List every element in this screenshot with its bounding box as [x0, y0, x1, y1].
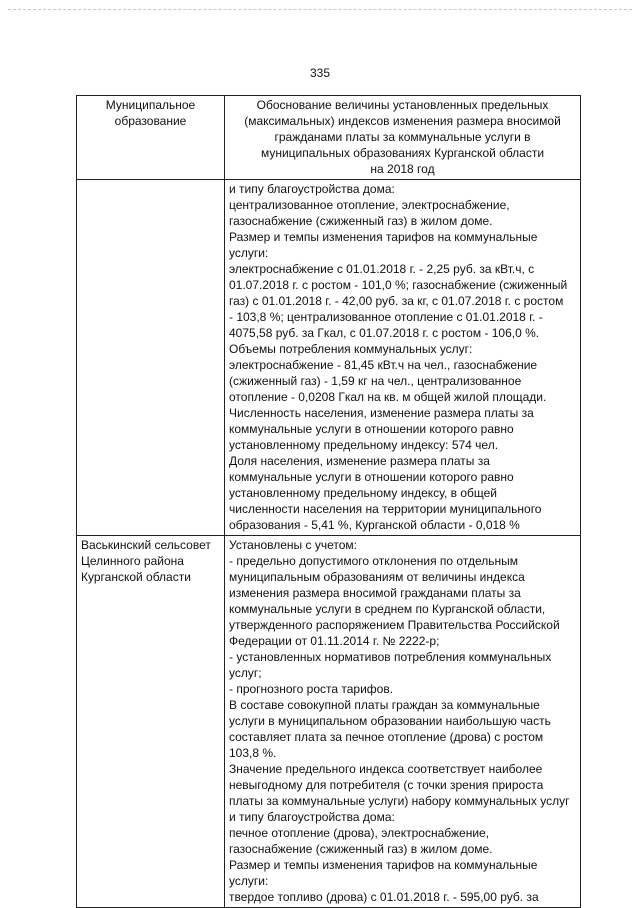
justification-cell: [225, 536, 581, 908]
justification-text-line: газ) с 01.01.2018 г. - 42,00 руб. за кг, с 01.07.2018 г. с ростом: [229, 294, 564, 308]
justification-text-line: Установлены с учетом:: [229, 538, 357, 552]
header-justification-line: муниципальных образованиях Курганской области: [260, 146, 545, 160]
header-justification-line: на 2018 год: [370, 162, 435, 176]
table-header-row: [77, 96, 581, 180]
justification-text-line: Объемы потребления коммунальных услуг:: [229, 342, 473, 356]
justification-text-line: централизованное отопление, электроснабжение,: [229, 198, 510, 212]
justification-text-line: установленному предельному индексу: 574 чел.: [229, 438, 499, 452]
justification-text-line: Значение предельного индекса соответствует наиболее: [229, 762, 543, 776]
justification-text-line: Размер и темпы изменения тарифов на коммунальные: [229, 230, 538, 244]
justification-text-line: электроснабжение с 01.01.2018 г. - 2,25 руб. за кВт.ч, с: [229, 262, 535, 276]
justification-text-line: невыгодному для потребителя (с точки зрения прироста: [229, 778, 544, 792]
tariff-justification-table: [76, 95, 581, 908]
header-municipality-cell: [77, 96, 225, 180]
justification-text-line: В составе совокупной платы граждан за коммунальные: [229, 698, 540, 712]
justification-text-line: Федерации от 01.11.2014 г. № 2222-р;: [229, 634, 440, 648]
justification-text-line: - установленных нормативов потребления коммунальных: [229, 650, 552, 664]
justification-text-line: и типу благоустройства дома:: [229, 810, 395, 824]
justification-text-line: коммунальные услуги в среднем по Курганской области,: [229, 602, 546, 616]
municipality-cell: [77, 180, 225, 536]
justification-text-line: утвержденного распоряжением Правительства Российской: [229, 618, 560, 632]
justification-text-line: газоснабжение (сжиженный газ) в жилом доме.: [229, 214, 493, 228]
header-justification-cell: [225, 96, 581, 180]
header-justification-line: Обоснование величины установленных предельных: [256, 98, 549, 112]
justification-text-line: печное отопление (дрова), электроснабжение,: [229, 826, 490, 840]
municipality-name-line: Целинного района: [81, 554, 184, 568]
justification-text-line: услуги:: [229, 874, 269, 888]
justification-text-line: численности населения на территории муниципального: [229, 502, 542, 516]
justification-text-line: услуги:: [229, 246, 269, 260]
justification-text-line: 01.07.2018 г. с ростом - 101,0 %; газоснабжение (сжиженный: [229, 278, 568, 292]
justification-text-line: - 103,8 %; централизованное отопление с 01.01.2018 г. -: [229, 310, 543, 324]
justification-text-line: составляет плата за печное отопление (дрова) с ростом: [229, 730, 544, 744]
justification-text-line: 103,8 %.: [229, 746, 277, 760]
justification-text-line: коммунальные услуги в отношении которого равно: [229, 422, 514, 436]
justification-text-line: 4075,58 руб. за Гкал, с 01.07.2018 г. с ростом - 106,0 %.: [229, 326, 540, 340]
justification-text-line: - предельно допустимого отклонения по отдельным: [229, 554, 518, 568]
page-number: 335: [309, 66, 331, 80]
justification-text-line: муниципальным образованиям от величины индекса: [229, 570, 525, 584]
justification-text-line: твердое топливо (дрова) с 01.01.2018 г. - 595,00 руб. за: [229, 890, 539, 904]
justification-text-line: изменения размера вносимой гражданами платы за: [229, 586, 521, 600]
municipality-name-line: Курганской области: [81, 570, 191, 584]
municipality-cell: [77, 536, 225, 908]
table-row: [77, 536, 581, 908]
justification-text-line: платы за коммунальные услуги) набору коммунальных услуг: [229, 794, 570, 808]
justification-text-line: образования - 5,41 %, Курганской области - 0,018 %: [229, 518, 520, 532]
justification-text-line: - прогнозного роста тарифов.: [229, 682, 394, 696]
justification-text-line: установленному предельному индексу, в общей: [229, 486, 497, 500]
justification-text-line: электроснабжение - 81,45 кВт.ч на чел., газоснабжение: [229, 358, 538, 372]
header-justification-line: гражданами платы за коммунальные услуги в: [274, 130, 531, 144]
justification-text-line: Доля населения, изменение размера платы за: [229, 454, 490, 468]
justification-text-line: услуг;: [229, 666, 262, 680]
scan-top-edge-line: [8, 9, 632, 10]
justification-text-line: услуги в муниципальном образовании наибольшую часть: [229, 714, 551, 728]
justification-text-line: и типу благоустройства дома:: [229, 182, 395, 196]
table-row: [77, 180, 581, 536]
justification-text-line: (сжиженный газ) - 1,59 кг на чел., централизованное: [229, 374, 522, 388]
justification-text-line: коммунальные услуги в отношении которого равно: [229, 470, 514, 484]
header-justification-line: (максимальных) индексов изменения размера вносимой: [244, 114, 561, 128]
justification-text-line: Численность населения, изменение размера платы за: [229, 406, 534, 420]
header-municipality-line: Муниципальное: [105, 98, 196, 112]
header-municipality-line: образование: [114, 114, 187, 128]
justification-text-line: газоснабжение (сжиженный газ) в жилом доме.: [229, 842, 493, 856]
justification-cell: [225, 180, 581, 536]
justification-text-line: отопление - 0,0208 Гкал на кв. м общей жилой площади.: [229, 390, 547, 404]
justification-text-line: Размер и темпы изменения тарифов на коммунальные: [229, 858, 538, 872]
municipality-name-line: Васькинский сельсовет: [81, 538, 211, 552]
